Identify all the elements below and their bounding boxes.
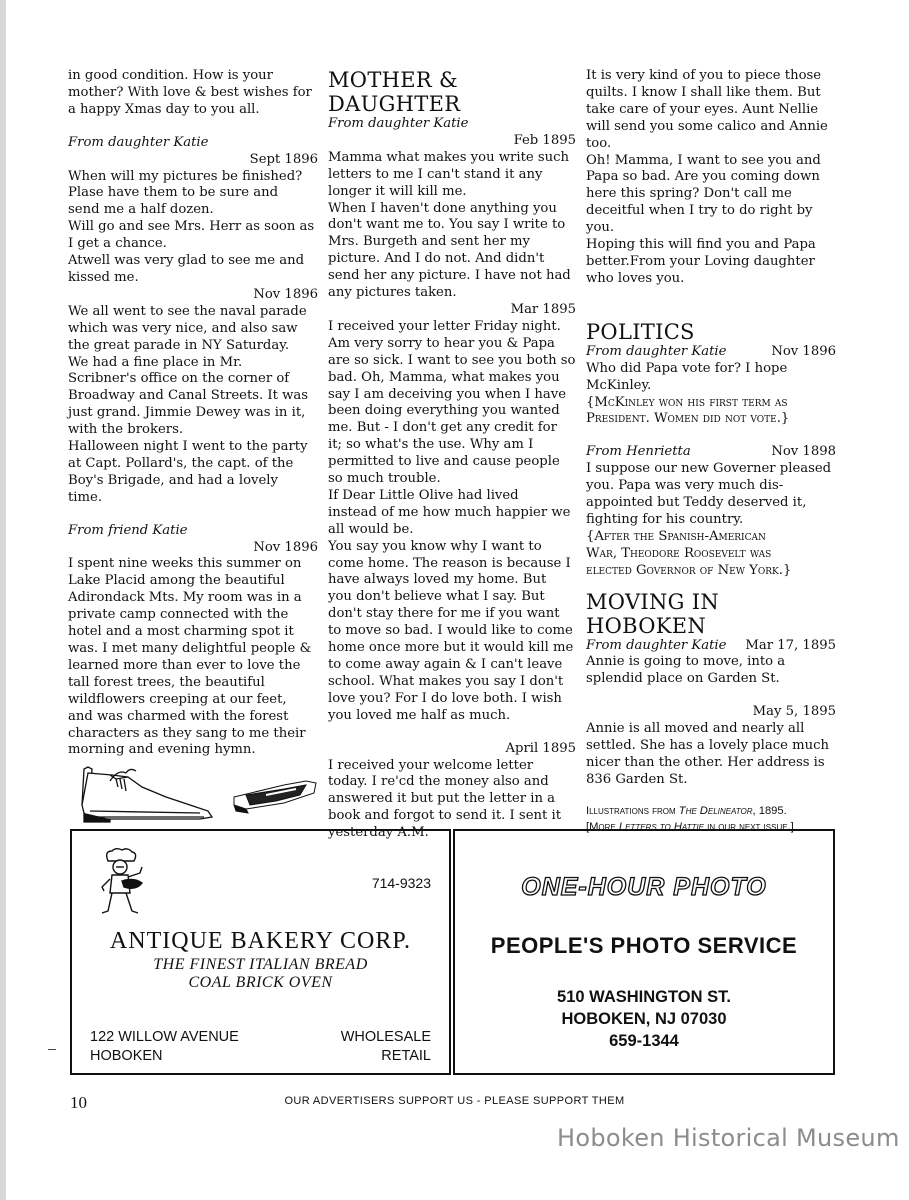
text-line: instead of me how much happier we: [328, 504, 571, 520]
one-hour-photo-banner: ONE-HOUR PHOTO: [521, 873, 767, 901]
text-line: better.From your Loving daughter: [586, 253, 815, 269]
editor-note: War, Theodore Roosevelt was: [586, 545, 772, 561]
text-line: fighting for his country.: [586, 511, 744, 527]
text-line: just grand. Jimmie Dewey was in it,: [68, 405, 306, 421]
text-line: nicer than the other. Her address is: [586, 755, 825, 770]
text-line: McKinley.: [586, 377, 652, 393]
scan-mark: [48, 1049, 56, 1050]
museum-watermark: Hoboken Historical Museum: [557, 1124, 900, 1152]
bakery-tagline: THE FINEST ITALIAN BREAD: [153, 956, 368, 973]
letter-body: [328, 319, 576, 725]
text-line: Mrs. Burgeth and sent her my: [328, 234, 530, 250]
section-heading-moving: MOVING IN HOBOKEN: [586, 589, 720, 638]
text-line: I spent nine weeks this summer on: [68, 556, 302, 572]
text-line: you loved me half as much.: [328, 707, 511, 723]
text-line: I get a chance.: [68, 236, 167, 252]
text-line: take care of your eyes. Aunt Nellie: [586, 101, 819, 117]
text-line: are so sick. I want to see you both so: [328, 352, 576, 368]
letter-date: Feb 1895: [513, 132, 576, 148]
text-line: Halloween night I went to the party: [68, 439, 308, 455]
text-line: answered it but put the letter in a: [328, 791, 555, 807]
text-line: private camp connected with the: [68, 607, 289, 623]
text-line: letters to me I can't stand it any: [328, 166, 543, 182]
text-line: I suppose our new Governer pleased: [586, 461, 832, 477]
text-line: kissed me.: [68, 269, 139, 285]
chef-icon: [94, 847, 146, 919]
text-line: morning and evening hymn.: [68, 742, 256, 758]
photo-phone: 659-1344: [609, 1032, 679, 1050]
text-line: which was very nice, and also saw: [68, 320, 298, 336]
text-line: was. I met many delightful people &: [68, 641, 312, 656]
text-line: Oh! Mamma, I want to see you and: [586, 152, 821, 168]
letter-date: Mar 1895: [510, 301, 576, 317]
editor-note: President. Women did not vote.}: [586, 411, 790, 427]
bakery-tagline: COAL BRICK OVEN: [188, 974, 333, 991]
address-line: 122 WILLOW AVENUE: [90, 1029, 239, 1045]
text-line: Boy's Brigade, and had a lovely: [68, 472, 278, 488]
text-line: the great parade in NY Saturday.: [68, 337, 290, 353]
address-line: HOBOKEN, NJ 07030: [561, 1010, 727, 1028]
text-line: school. What makes you say I don't: [328, 673, 564, 689]
text-line: at Capt. Pollard's, the capt. of the: [68, 455, 294, 471]
letter-body: [586, 361, 836, 429]
footer-tagline: OUR ADVERTISERS SUPPORT US - PLEASE SUPPORT THEM: [284, 1095, 625, 1107]
letter-body: [586, 654, 836, 688]
column-middle: [328, 68, 576, 842]
text-line: Broadway and Canal Streets. It was: [68, 388, 309, 404]
editor-note: {McKinley won his first term as: [586, 394, 788, 410]
text-line: love you? For I do love both. I wish: [328, 690, 562, 706]
section-heading-politics: POLITICS: [586, 319, 695, 344]
text-line: Annie is all moved and nearly all: [586, 721, 805, 737]
text-line: mother? With love & best wishes for: [68, 84, 312, 100]
text-line: quilts. I know I shall like them. But: [586, 84, 821, 100]
bakery-address: [90, 1028, 239, 1066]
text-line: to come away again & I can't leave: [328, 657, 563, 672]
letter-date: Sept 1896: [249, 151, 318, 167]
page-edge-shadow: [0, 0, 6, 1200]
text-line: time.: [68, 489, 103, 505]
letter-header: [586, 344, 836, 361]
text-line: say I am deceiving you when I have: [328, 386, 567, 402]
text-line: you. Papa was very much dis-: [586, 478, 784, 494]
text-line: who loves you.: [586, 270, 685, 286]
text-line: tall forest trees, the beautiful: [68, 674, 265, 690]
text-line: a happy Xmas day to you all.: [68, 101, 260, 117]
letter-sender: From daughter Katie: [586, 637, 727, 653]
text-line: Plase have them to be sure and: [68, 185, 279, 201]
address-line: 510 WASHINGTON ST.: [557, 988, 731, 1006]
text-line: all would be.: [328, 521, 414, 537]
letter-body: [586, 721, 836, 789]
text-line: bad. Oh, Mamma, what makes you: [328, 369, 560, 385]
text-line: send her any picture. I have not had: [328, 268, 571, 284]
text-line: When will my pictures be finished?: [68, 168, 303, 184]
text-line: Papa so bad. Are you coming down: [586, 169, 820, 185]
text-line: deceitful when I try to do right by: [586, 203, 813, 219]
text-line: yesterday A.M.: [328, 825, 429, 841]
letter-body: [586, 461, 836, 579]
letter-date: May 5, 1895: [752, 704, 836, 720]
text-line: send me a half dozen.: [68, 202, 214, 218]
text-line: don't want me to. You say I write to: [328, 217, 566, 233]
bakery-phone: 714-9323: [371, 875, 431, 891]
text-line: Who did Papa vote for? I hope: [586, 360, 788, 376]
page-number: 10: [70, 1093, 87, 1112]
text-line: will send you some calico and Annie: [586, 118, 828, 134]
text-line: today. I re'cd the money also and: [328, 774, 549, 790]
letter-body: [68, 169, 318, 287]
text-line: have always loved my home. But: [328, 572, 547, 588]
text-line: Atwell was very glad to see me and: [68, 253, 305, 269]
editor-note: elected Governor of New York.}: [586, 562, 792, 578]
sale-type-line: WHOLESALE: [340, 1029, 431, 1045]
text-line: You say you know why I want to: [328, 538, 542, 554]
text-line: and was charmed with the forest: [68, 708, 289, 724]
text-line: you don't believe what I say. But: [328, 589, 545, 605]
editor-note: {After the Spanish-American: [586, 528, 766, 544]
column-right: [586, 68, 836, 835]
text-line: book and forgot to send it. I sent it: [328, 808, 561, 824]
text-line: Lake Placid among the beautiful: [68, 573, 285, 589]
ad-antique-bakery: [70, 829, 451, 1075]
letter-sender: From daughter Katie: [586, 343, 727, 359]
illustration-credit: Illustrations from The Delineator, 1895.: [586, 804, 787, 817]
letter-sender: From friend Katie: [68, 522, 188, 538]
text-line: me. But - I don't get any credit for: [328, 420, 557, 436]
letter-body: [328, 150, 576, 302]
letter-header: [586, 444, 836, 461]
letter-sender: From daughter Katie: [328, 116, 469, 131]
text-line: here this spring? Don't call me: [586, 186, 792, 202]
text-line: Hoping this will find you and Papa: [586, 237, 816, 253]
text-line: any pictures taken.: [328, 285, 457, 301]
text-line: 836 Garden St.: [586, 771, 688, 787]
text-line: If Dear Little Olive had lived: [328, 487, 519, 503]
text-line: you.: [586, 220, 615, 236]
bakery-sale-type: [341, 1028, 431, 1066]
text-line: It is very kind of you to piece those: [586, 68, 822, 83]
column-left: [68, 68, 318, 759]
text-line: When I haven't done anything you: [328, 200, 557, 216]
letter-body: [68, 556, 318, 759]
letter-date: Nov 1898: [771, 444, 836, 460]
text-line: with the brokers.: [68, 422, 184, 438]
text-line: Adirondack Mts. My room was in a: [68, 590, 302, 606]
text-line: so much trouble.: [328, 471, 441, 487]
next-issue-note: [More Letters to Hattie in our next issue.]: [586, 820, 794, 833]
text-line: Mamma what makes you write such: [328, 149, 570, 165]
address-line: HOBOKEN: [90, 1048, 163, 1064]
text-line: picture. And I do not. And didn't: [328, 251, 545, 267]
letter-body: [586, 68, 836, 288]
letter-date: Nov 1896: [771, 343, 836, 359]
text-line: too.: [586, 135, 612, 151]
shoes-illustration: [70, 765, 320, 825]
bakery-name: ANTIQUE BAKERY CORP.: [109, 928, 412, 954]
letter-body: [68, 304, 318, 507]
text-line: learned more than ever to love the: [68, 657, 301, 673]
text-line: Will go and see Mrs. Herr as soon as: [68, 219, 315, 235]
text-line: permitted to live and cause people: [328, 454, 560, 470]
text-line: come home. The reason is because I: [328, 555, 571, 571]
text-line: in good condition. How is your: [68, 68, 273, 83]
text-line: I received your letter Friday night.: [328, 318, 561, 334]
letter-date: April 1895: [505, 740, 576, 756]
text-line: hotel and a most charming spot it: [68, 624, 294, 640]
text-line: to move so bad. I would like to come: [328, 623, 573, 639]
sale-type-line: RETAIL: [381, 1048, 431, 1064]
text-line: Scribner's office on the corner of: [68, 371, 290, 387]
letter-header: [586, 638, 836, 655]
letter-date: Mar 17, 1895: [745, 637, 836, 653]
ad-peoples-photo: [453, 829, 835, 1075]
section-heading-mother-daughter: MOTHER & DAUGHTER: [328, 68, 461, 116]
text-line: settled. She has a lovely place much: [586, 738, 829, 754]
letter-sender: From daughter Katie: [68, 134, 209, 150]
text-line: longer it will kill me.: [328, 183, 467, 199]
intro-paragraph: [68, 68, 318, 119]
letter-date: Nov 1896: [253, 539, 318, 555]
photo-service-address: [455, 986, 833, 1052]
text-line: home once more but it would kill me: [328, 640, 574, 656]
text-line: Annie is going to move, into a: [586, 654, 786, 670]
text-line: appointed but Teddy deserved it,: [586, 495, 807, 511]
letter-date: Nov 1896: [253, 286, 318, 302]
text-line: characters as they sang to me their: [68, 725, 306, 741]
text-line: I received your welcome letter: [328, 757, 534, 773]
text-line: We all went to see the naval parade: [68, 303, 307, 319]
photo-service-name: PEOPLE'S PHOTO SERVICE: [490, 933, 798, 958]
text-line: don't stay there for me if you want: [328, 606, 560, 622]
text-line: been doing everything you wanted: [328, 403, 560, 419]
text-line: Am very sorry to hear you & Papa: [328, 335, 555, 351]
letter-sender: From Henrietta: [586, 444, 691, 460]
text-line: We had a fine place in Mr.: [68, 354, 243, 370]
text-line: wildflowers creeping at our feet,: [68, 691, 287, 707]
text-line: it; so what's the use. Why am I: [328, 437, 534, 453]
text-line: splendid place on Garden St.: [586, 671, 780, 687]
